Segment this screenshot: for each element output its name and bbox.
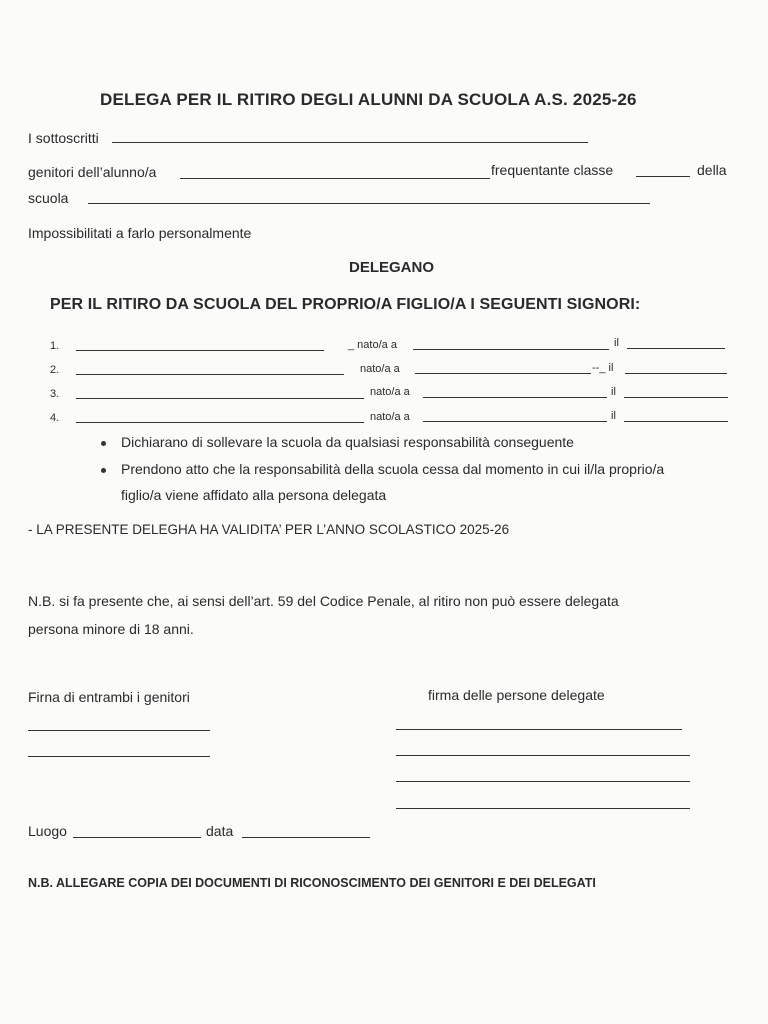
nato-label: nato/a a (360, 363, 400, 375)
luogo-nascita-field[interactable] (413, 349, 609, 350)
firma-genitore-field[interactable] (28, 730, 210, 731)
document-title: DELEGA PER IL RITIRO DEGLI ALUNNI DA SCUOLA A.S. 2025-26 (100, 90, 637, 109)
data-label: data (206, 823, 234, 839)
bullet-text: Dichiarano di sollevare la scuola da qualsiasi responsabilità conseguente (121, 434, 574, 450)
delegano-heading: DELEGANO (349, 259, 435, 276)
luogo-nascita-field[interactable] (423, 397, 607, 398)
bullet-icon (101, 441, 106, 446)
delegato-name-field[interactable] (76, 422, 364, 423)
firma-delegato-field[interactable] (396, 755, 690, 756)
scuola-field[interactable] (88, 203, 650, 204)
nato-label: nato/a a (370, 386, 410, 398)
della-label: della (697, 162, 727, 178)
data-field[interactable] (242, 837, 370, 838)
luogo-nascita-field[interactable] (415, 373, 591, 374)
nb-text: persona minore di 18 anni. (28, 621, 194, 637)
genitori-label: genitori dell’alunno/a (28, 164, 157, 180)
allegare-note: N.B. ALLEGARE COPIA DEI DOCUMENTI DI RICONOSCIMENTO DEI GENITORI E DEI DELEGATI (28, 876, 596, 890)
luogo-nascita-field[interactable] (423, 421, 607, 422)
nb-text: N.B. si fa presente che, ai sensi dell’art. 59 del Codice Penale, al ritiro non può essere delegata (28, 593, 619, 609)
delegato-number: 1. (50, 340, 60, 352)
data-nascita-field[interactable] (624, 397, 728, 398)
firma-genitore-field[interactable] (28, 756, 210, 757)
frequentante-label: frequentante classe (491, 162, 614, 178)
data-nascita-field[interactable] (624, 421, 728, 422)
scuola-label: scuola (28, 190, 69, 206)
delegato-number: 4. (50, 412, 60, 424)
firma-delegato-field[interactable] (396, 808, 690, 809)
luogo-field[interactable] (73, 837, 201, 838)
impossibilitati-text: Impossibilitati a farlo personalmente (28, 225, 252, 241)
il-label: il (614, 337, 619, 349)
delegato-name-field[interactable] (76, 350, 324, 351)
bullet-text-continuation: figlio/a viene affidato alla persona delegata (121, 487, 387, 503)
classe-field[interactable] (636, 176, 690, 177)
validita-text: - LA PRESENTE DELEGHA HA VALIDITA’ PER L’ANNO SCOLASTICO 2025-26 (28, 522, 510, 537)
nato-label: _ nato/a a (348, 339, 397, 351)
sottoscritti-field[interactable] (112, 142, 588, 143)
data-nascita-field[interactable] (625, 373, 727, 374)
delegato-name-field[interactable] (76, 398, 364, 399)
firma-delegato-field[interactable] (396, 781, 690, 782)
firma-delegato-field[interactable] (396, 729, 682, 730)
firma-delegati-label: firma delle persone delegate (428, 687, 605, 703)
data-nascita-field[interactable] (627, 348, 725, 349)
delegato-number: 3. (50, 388, 60, 400)
nato-label: nato/a a (370, 411, 410, 423)
delegato-name-field[interactable] (76, 374, 344, 375)
firma-genitori-label: Firna di entrambi i genitori (28, 689, 190, 705)
il-label: --_ il (592, 362, 614, 374)
il-label: il (611, 410, 616, 422)
bullet-text: Prendono atto che la responsabilità della scuola cessa dal momento in cui il/la proprio/a (121, 461, 665, 477)
delegati-subheading: PER IL RITIRO DA SCUOLA DEL PROPRIO/A FIGLIO/A I SEGUENTI SIGNORI: (50, 296, 641, 313)
delegato-number: 2. (50, 364, 60, 376)
bullet-icon (101, 468, 106, 473)
luogo-label: Luogo (28, 823, 67, 839)
il-label: il (611, 386, 616, 398)
sottoscritti-label: I sottoscritti (28, 130, 99, 146)
alunno-field[interactable] (180, 178, 490, 179)
